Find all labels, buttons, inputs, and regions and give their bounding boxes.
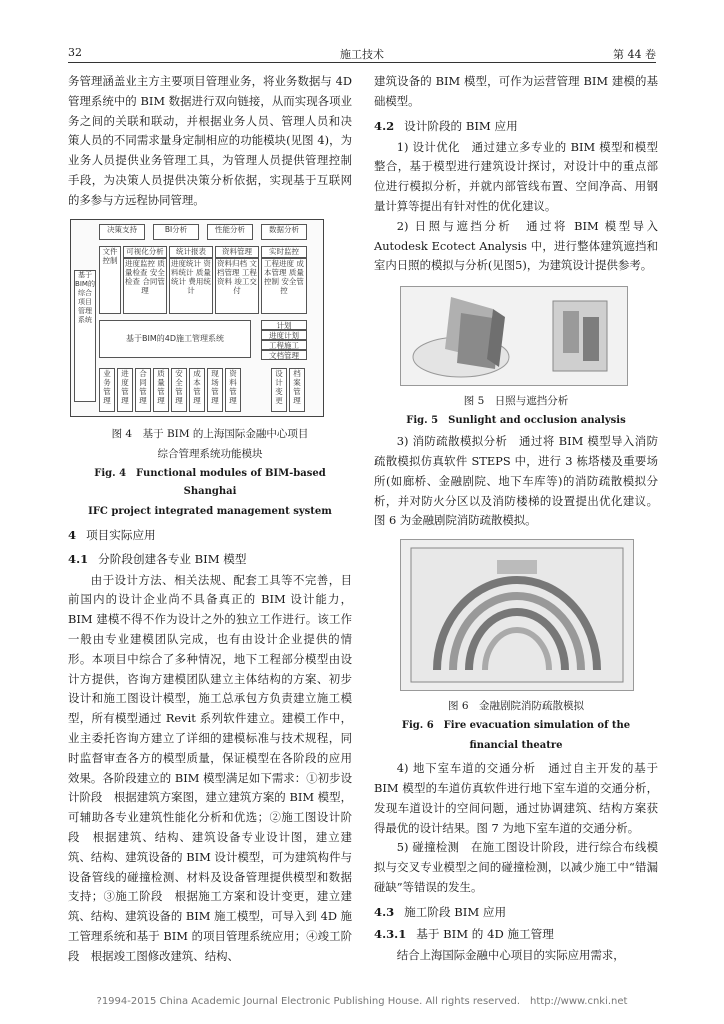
section-4-2-title: 设计阶段的 BIM 应用 [404, 118, 518, 133]
item-1-design-optimization: 1) 设计优化 通过建立多专业的 BIM 模型和模型整合，基于模型进行建筑设计探讨，对设计中的重点部位进行模拟分析，并就内部管线布置、空间净高、用钢量计算等提出有针对性的优化建议。 [374, 139, 658, 213]
figure-6-image [400, 539, 634, 691]
section-4-3-heading [374, 902, 658, 922]
right-column [374, 72, 658, 966]
fig4-side-label: 基于BIM的综合项目管理系统 [74, 270, 96, 402]
fig4-core-system: 基于BIM的4D施工管理系统 [99, 320, 251, 358]
fig4-bottom-3: 合同管理 [135, 368, 151, 412]
fig4-top-2: BI分析 [153, 224, 199, 240]
fig4-bottom-7: 现场管理 [207, 368, 223, 412]
fig4-mid-2-sub: 进度统计 资料统计 质量统计 费用统计 [169, 258, 213, 314]
copyright-footer: ?1994-2015 China Academic Journal Electronic Publishing House. All rights reserved. http://www.cnki.net [96, 996, 628, 1007]
fig4-top-4: 数据分析 [261, 224, 307, 240]
fig6-caption-en-2: financial theatre [469, 740, 563, 752]
item-5-clash-detection: 5) 碰撞检测 在施工图设计阶段，进行综合布线模拟与交叉专业模型之间的碰撞检测，以减少施工中“错漏碰缺”等错误的发生。 [374, 840, 658, 894]
section-4-1-number: 4.1 [68, 551, 89, 566]
section-4-number: 4 [68, 527, 77, 542]
left-column [68, 72, 352, 967]
right-last-paragraph: 结合上海国际金融中心项目的实际应用需求， [396, 947, 625, 962]
fig5-caption-cn: 图 5 日照与遮挡分析 [463, 395, 569, 408]
section-4-2-heading [374, 116, 658, 136]
volume-label: 第 44 卷 [613, 48, 656, 61]
right-paragraph-1: 建筑设备的 BIM 模型，可作为运营管理 BIM 建模的基础模型。 [374, 74, 658, 108]
fig4-right-2: 进度计划 [261, 330, 307, 340]
fig4-caption-cn-2: 综合管理系统功能模块 [157, 447, 263, 460]
section-4-3-title: 施工阶段 BIM 应用 [404, 904, 507, 919]
section-4-3-1-heading [374, 924, 658, 944]
fig4-mid-2: 统计报表 [169, 246, 213, 258]
item-4-traffic-analysis: 4) 地下室车道的交通分析 通过自主开发的基于 BIM 模型的车道仿真软件进行地下室车道的交通分析，发现车道设计的空间问题，通过协调建筑、结构方案获得最优的设计结果。图 7 为地下室车道的交通分析。 [374, 761, 658, 835]
journal-title: 施工技术 [340, 48, 384, 61]
fig4-mid-4-sub: 工程进度 成本管理 质量控制 安全管控 [261, 258, 307, 314]
fig4-caption-en-2: IFC project integrated management system [88, 505, 332, 517]
fig4-bottom-4: 质量管理 [153, 368, 169, 412]
fig5-caption-en: Fig. 5 Sunlight and occlusion analysis [406, 415, 626, 427]
fig6-caption-en-1: Fig. 6 Fire evacuation simulation of the [401, 720, 631, 732]
item-2-sunlight-analysis: 2) 日照与遮挡分析 通过将 BIM 模型导入 Autodesk Ecotect Analysis 中，进行整体建筑遮挡和室内日照的模拟与分析(见图5)，为建筑设计提供参考。 [374, 218, 658, 273]
section-4-1-title: 分阶段创建各专业 BIM 模型 [98, 551, 247, 566]
fig4-left-box: 文件控制 [99, 246, 121, 314]
fig4-right-3: 工程施工 [261, 340, 307, 350]
section-4-3-1-number: 4.3.1 [374, 926, 407, 941]
section-4-2-number: 4.2 [374, 118, 395, 133]
fig4-mid-3-sub: 资料归档 文档管理 工程资料 竣工交付 [215, 258, 259, 314]
fig4-mid-3: 资料管理 [215, 246, 259, 258]
section-4-3-1-title: 基于 BIM 的 4D 施工管理 [416, 926, 554, 941]
section-4-heading [68, 525, 352, 545]
page-number: 32 [68, 46, 82, 59]
fig4-bottom-1: 业务管理 [99, 368, 115, 412]
item-3-fire-evacuation: 3) 消防疏散模拟分析 通过将 BIM 模型导入消防疏散模拟仿真软件 STEPS 中，进行 3 栋塔楼及重要场所(如廊桥、金融剧院、地下车库等)的消防疏散模拟分析，并对防火分区以及消防楼梯的设置提出优化建议。图 6 为金融剧院消防疏散模拟。 [374, 434, 658, 528]
fig4-caption-cn-1: 图 4 基于 BIM 的上海国际金融中心项目 [111, 427, 309, 440]
fig4-caption-en-1: Fig. 4 Functional modules of BIM-based Shanghai [94, 467, 326, 497]
theatre-evacuation-render [401, 540, 633, 690]
fig4-bottom-6: 成本管理 [189, 368, 205, 412]
figure-5-image [400, 286, 628, 386]
fig4-bottom-9: 设计变更 [271, 368, 287, 412]
figure-4-diagram [70, 219, 324, 417]
fig4-bottom-5: 安全管理 [171, 368, 187, 412]
fig4-bottom-8: 资料管理 [225, 368, 241, 412]
page-header [68, 44, 656, 63]
fig4-mid-1: 可视化分析 [123, 246, 167, 258]
fig4-mid-4: 实时监控 [261, 246, 307, 258]
section-4-3-number: 4.3 [374, 904, 395, 919]
fig4-top-3: 性能分析 [207, 224, 253, 240]
fig4-bottom-10: 档案管理 [289, 368, 305, 412]
fig4-mid-1-sub: 进度监控 质量检查 安全检查 合同管理 [123, 258, 167, 314]
left-paragraph-1: 务管理涵盖业主方主要项目管理业务，将业务数据与 4D 管理系统中的 BIM 数据进行双向链接，从而实现各项业务之间的关联和联动，并根据业务人员、管理人员和决策人员的不同需求量身定制相应的功能模块(见图 4)，为业务人员提供业务管理工具，为管理人员提供管理控制手段，为决策人员提供决策分析依据，实现基于互联网的多参与方远程协同管理。 [68, 74, 352, 207]
section-4-1-heading [68, 549, 352, 569]
fig6-caption-cn: 图 6 金融剧院消防疏散模拟 [447, 700, 585, 713]
fig4-right-1: 计划 [261, 320, 307, 330]
fig4-right-4: 文档管理 [261, 350, 307, 360]
fig4-bottom-2: 进度管理 [117, 368, 133, 412]
section-4-title: 项目实际应用 [86, 527, 156, 542]
left-paragraph-2: 由于设计方法、相关法规、配套工具等不完善，目前国内的设计企业尚不具备真正的 BIM 设计能力，BIM 建模不得不作为设计之外的独立工作进行。该工作一般由专业建模团队完成，也有由设计企业提供的情形。本项目中综合了多种情况，地下工程部分模型由设计方提供，咨询方建模团队建立主体结构的方案、初步设计和施工图设计模型，施工总承包方负责建立施工模型，所有模型通过 Revit 系列软件建立。建模工作中，业主委托咨询方建立了详细的建模标准与技术规程，同时监督审查各方的模型质量，保证模型在各阶段的应用效果。各阶段建立的 BIM 模型满足如下需求：①初步设计阶段 根据建筑方案图，建立建筑方案的 BIM 模型，可辅助各专业建筑性能化分析和优选；②施工图设计阶段 根据建筑、结构、建筑设备专业设计图，建立建筑、结构、建筑设备的 BIM 设计模型，可为建筑构件与设备管线的碰撞检测、材料及设备管理提供模型和数据支持；③施工阶段 根据施工方案和设计变更，建立建筑、结构、建筑设备的 BIM 施工模型，可导入到 4D 施工管理系统和基于 BIM 的项目管理系统应用；④竣工阶段 根据竣工图修改建筑、结构、 [68, 572, 352, 963]
fig4-top-1: 决策支持 [99, 224, 145, 240]
sunlight-render [401, 287, 627, 385]
